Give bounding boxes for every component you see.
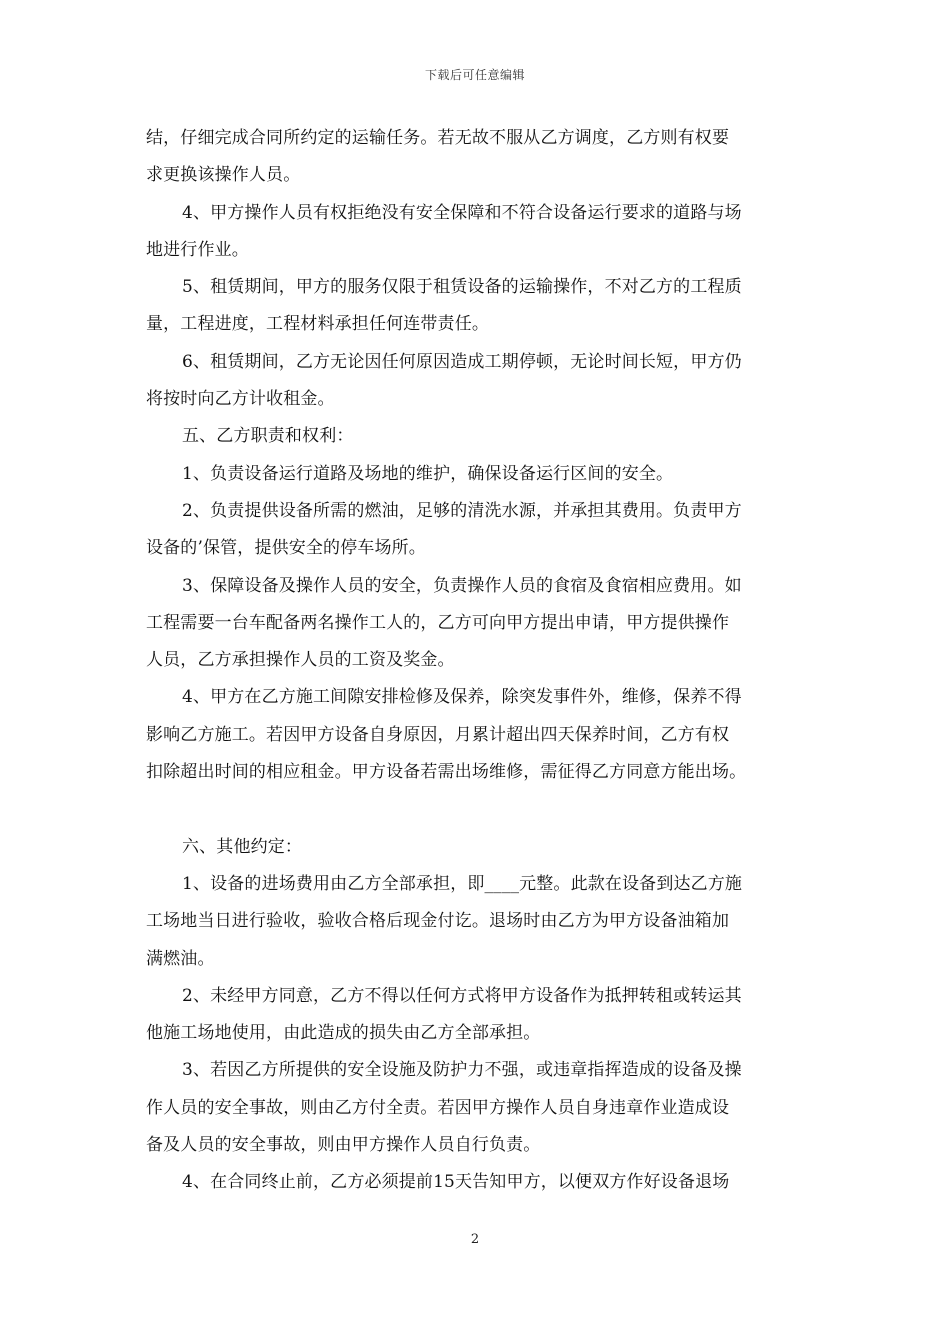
body-line: 作人员的安全事故，则由乙方付全责。若因甲方操作人员自身违章作业造成设 bbox=[146, 1097, 730, 1118]
clause-line: 2、未经甲方同意，乙方不得以任何方式将甲方设备作为抵押转租或转运其 bbox=[182, 985, 742, 1006]
body-line: 他施工场地使用，由此造成的损失由乙方全部承担。 bbox=[146, 1023, 541, 1044]
clause-line: 2、负责提供设备所需的燃油，足够的清洗水源，并承担其费用。负责甲方 bbox=[182, 500, 742, 521]
body-line: 将按时向乙方计收租金。 bbox=[146, 389, 335, 410]
paragraph-gap bbox=[146, 791, 806, 828]
body-line: 结，仔细完成合同所约定的运输任务。若无故不服从乙方调度，乙方则有权要 bbox=[146, 128, 730, 148]
body-line: 设备的’保管，提供安全的停车场所。 bbox=[146, 538, 426, 559]
clause-5-line: 5、租赁期间，甲方的服务仅限于租赁设备的运输操作，不对乙方的工程质 bbox=[182, 277, 742, 298]
body-line: 工程需要一台车配备两名操作工人的，乙方可向甲方提出申请，甲方提供操作 bbox=[146, 612, 730, 633]
body-line: 影响乙方施工。若因甲方设备自身原因，月累计超出四天保养时间，乙方有权 bbox=[146, 724, 730, 745]
page-header: 下载后可任意编辑 bbox=[424, 68, 525, 82]
clause-line: 3、保障设备及操作人员的安全，负责操作人员的食宿及食宿相应费用。如 bbox=[182, 575, 742, 596]
page-number: 2 bbox=[470, 1232, 480, 1247]
document-body bbox=[146, 120, 806, 1202]
clause-line: 4、在合同终止前，乙方必须提前15天告知甲方，以便双方作好设备退场 bbox=[182, 1172, 730, 1193]
body-line: 人员，乙方承担操作人员的工资及奖金。 bbox=[146, 650, 455, 671]
body-line: 工场地当日进行验收，验收合格后现金付讫。退场时由乙方为甲方设备油箱加 bbox=[146, 911, 730, 932]
clause-line: 1、设备的进场费用由乙方全部承担，即____元整。此款在设备到达乙方施 bbox=[182, 873, 743, 894]
body-line: 量，工程进度，工程材料承担任何连带责任。 bbox=[146, 314, 489, 335]
body-line: 扣除超出时间的相应租金。甲方设备若需出场维修，需征得乙方同意方能出场。 bbox=[146, 762, 747, 783]
clause-line: 1、负责设备运行道路及场地的维护，确保设备运行区间的安全。 bbox=[182, 463, 674, 484]
clause-line: 4、甲方在乙方施工间隙安排检修及保养，除突发事件外，维修，保养不得 bbox=[182, 687, 742, 708]
section-5-heading: 五、乙方职责和权利： bbox=[182, 426, 354, 447]
body-line: 求更换该操作人员。 bbox=[146, 165, 301, 186]
section-6-heading: 六、其他约定： bbox=[182, 836, 303, 857]
body-line: 地进行作业。 bbox=[146, 239, 249, 260]
clause-line: 3、若因乙方所提供的安全设施及防护力不强，或违章指挥造成的设备及操 bbox=[182, 1060, 742, 1081]
body-line: 满燃油。 bbox=[146, 948, 215, 969]
body-line: 备及人员的安全事故，则由甲方操作人员自行负责。 bbox=[146, 1135, 541, 1156]
clause-6-line: 6、租赁期间，乙方无论因任何原因造成工期停顿，无论时间长短，甲方仍 bbox=[182, 351, 742, 372]
clause-4-line: 4、甲方操作人员有权拒绝没有安全保障和不符合设备运行要求的道路与场 bbox=[182, 202, 742, 223]
